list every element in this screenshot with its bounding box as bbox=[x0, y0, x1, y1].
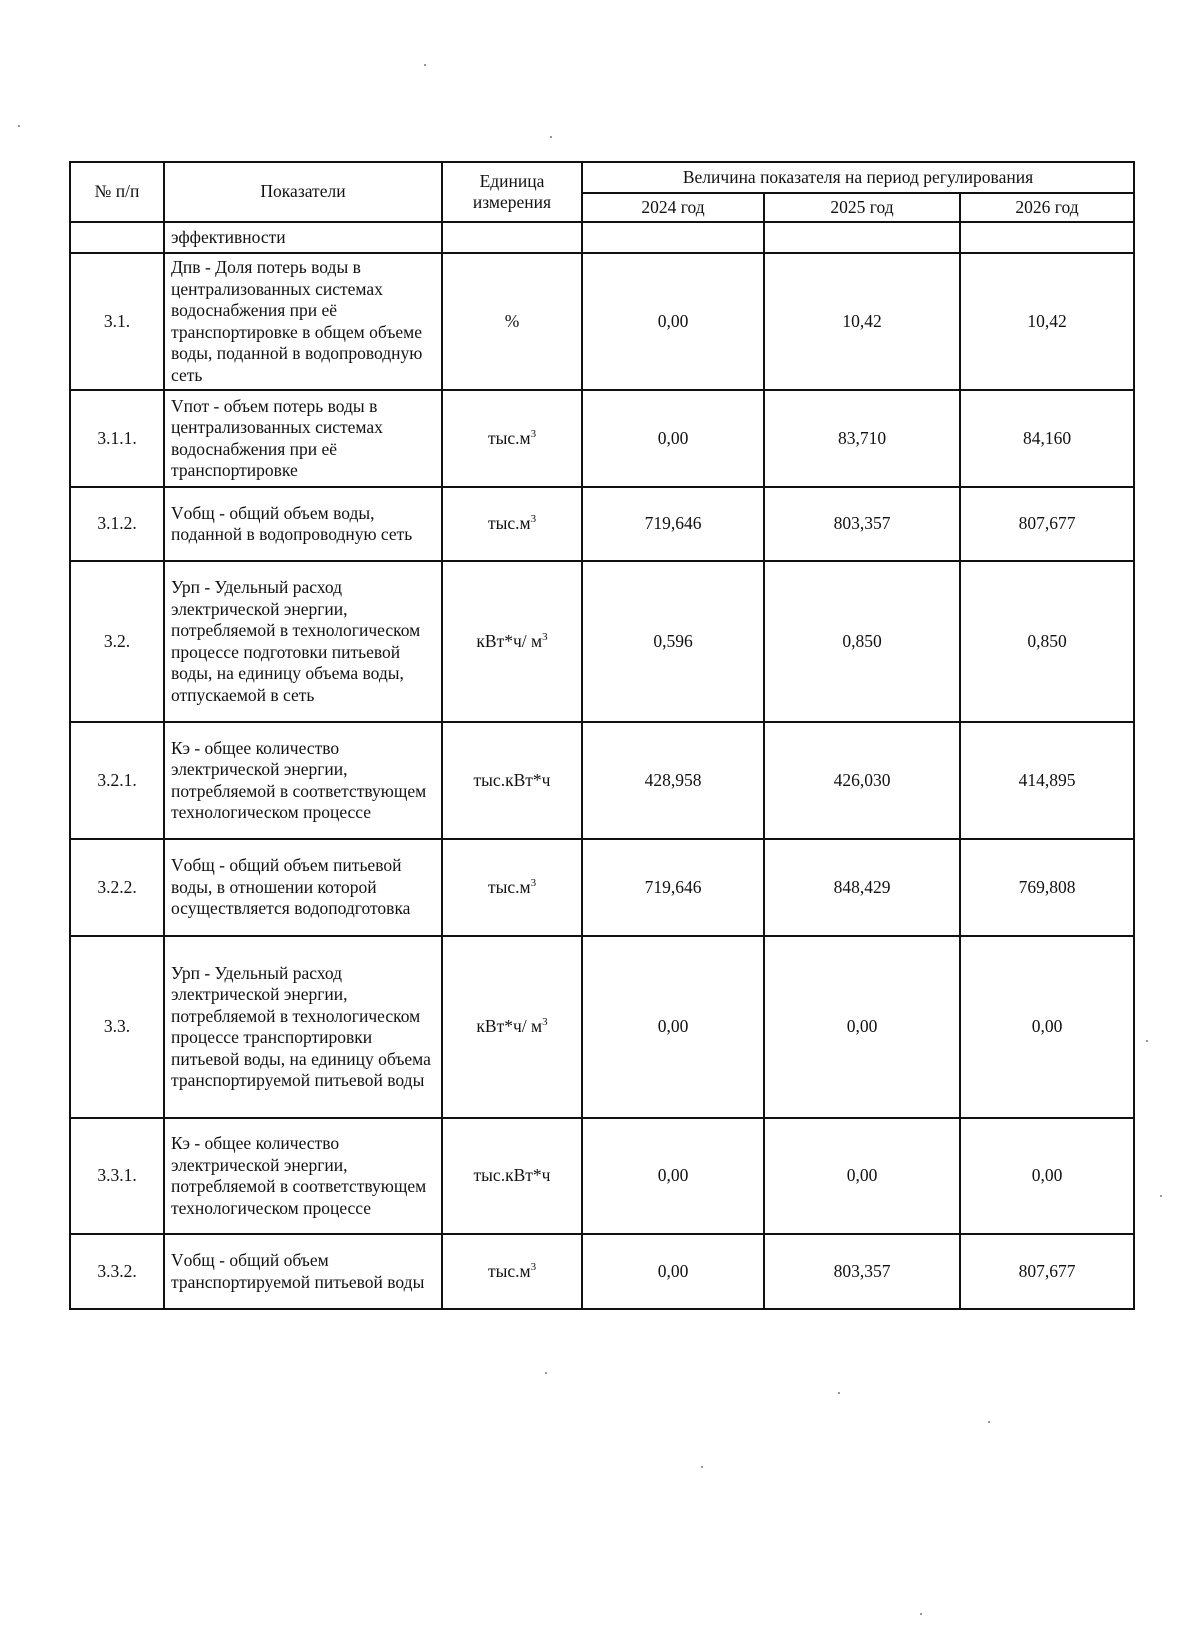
header-year-2025: 2025 год bbox=[764, 193, 960, 222]
value-2025: 803,357 bbox=[764, 1234, 960, 1309]
header-num: № п/п bbox=[70, 162, 164, 222]
value-2024: 0,00 bbox=[582, 1118, 764, 1234]
indicator-name: Vобщ - общий объем воды, поданной в водопроводную сеть bbox=[164, 487, 442, 561]
unit-cell bbox=[442, 1118, 582, 1234]
indicator-name: Дпв - Доля потерь воды в централизованных системах водоснабжения при её транспортировке в общем объеме воды, поданной в водопроводную сеть bbox=[164, 253, 442, 390]
value-2025: 848,429 bbox=[764, 839, 960, 936]
unit-text: тыс.м bbox=[487, 876, 531, 897]
value-2025: 0,850 bbox=[764, 561, 960, 722]
unit-text: тыс.кВт*ч bbox=[473, 1165, 551, 1186]
table-row bbox=[70, 936, 1134, 1118]
header-period: Величина показателя на период регулирования bbox=[582, 162, 1134, 193]
unit-cell bbox=[442, 390, 582, 487]
unit-text: тыс.кВт*ч bbox=[473, 769, 551, 790]
scan-speck bbox=[988, 1421, 990, 1423]
row-number: 3.3. bbox=[70, 936, 164, 1118]
value-2024: 428,958 bbox=[582, 722, 764, 839]
value-2026: 0,00 bbox=[960, 936, 1134, 1118]
unit-cell bbox=[442, 936, 582, 1118]
scan-speck bbox=[838, 1392, 840, 1394]
table-header bbox=[70, 162, 1134, 222]
value-2026: 10,42 bbox=[960, 253, 1134, 390]
table-body bbox=[70, 222, 1134, 1309]
unit-text: кВт*ч/ м bbox=[476, 1016, 543, 1037]
value-2024: 0,00 bbox=[582, 1234, 764, 1309]
value-2026: 769,808 bbox=[960, 839, 1134, 936]
scan-speck bbox=[1160, 1195, 1162, 1197]
scan-speck bbox=[1146, 1040, 1148, 1042]
unit-superscript: 3 bbox=[530, 876, 537, 889]
indicator-name: Vобщ - общий объем транспортируемой питьевой воды bbox=[164, 1234, 442, 1309]
scan-speck bbox=[550, 136, 552, 138]
table-row bbox=[70, 1118, 1134, 1234]
value-2024: 0,596 bbox=[582, 561, 764, 722]
scan-speck bbox=[701, 1466, 703, 1468]
value-2024 bbox=[582, 222, 764, 253]
table-row bbox=[70, 839, 1134, 936]
value-2024: 0,00 bbox=[582, 390, 764, 487]
value-2026: 0,00 bbox=[960, 1118, 1134, 1234]
value-2025 bbox=[764, 222, 960, 253]
indicator-name: Урп - Удельный расход электрической энергии, потребляемой в технологическом процессе транспортировки питьевой воды, на единицу объема транспортируемой питьевой воды bbox=[164, 936, 442, 1118]
unit-superscript: 3 bbox=[542, 1016, 548, 1029]
header-unit-line2: измерения bbox=[472, 192, 552, 212]
scan-speck bbox=[545, 1372, 547, 1374]
unit-text: кВт*ч/ м bbox=[476, 630, 543, 651]
row-number: 3.1.2. bbox=[70, 487, 164, 561]
value-2026: 0,850 bbox=[960, 561, 1134, 722]
value-2026: 84,160 bbox=[960, 390, 1134, 487]
unit-text: тыс.м bbox=[487, 513, 531, 534]
table-row bbox=[70, 1234, 1134, 1309]
value-2024: 0,00 bbox=[582, 936, 764, 1118]
header-year-2026: 2026 год bbox=[960, 193, 1134, 222]
row-number: 3.3.1. bbox=[70, 1118, 164, 1234]
unit-cell bbox=[442, 487, 582, 561]
row-number: 3.2.1. bbox=[70, 722, 164, 839]
indicator-name: эффективности bbox=[164, 222, 442, 253]
row-number: 3.1.1. bbox=[70, 390, 164, 487]
unit-text: % bbox=[504, 310, 520, 331]
table-row bbox=[70, 487, 1134, 561]
table-row bbox=[70, 390, 1134, 487]
row-number: 3.1. bbox=[70, 253, 164, 390]
scan-speck bbox=[424, 64, 426, 66]
header-year-2024: 2024 год bbox=[582, 193, 764, 222]
indicators-table bbox=[69, 161, 1135, 1310]
value-2026 bbox=[960, 222, 1134, 253]
value-2024: 0,00 bbox=[582, 253, 764, 390]
header-name: Показатели bbox=[164, 162, 442, 222]
unit-cell bbox=[442, 222, 582, 253]
unit-superscript: 3 bbox=[530, 513, 537, 526]
table-row bbox=[70, 722, 1134, 839]
value-2026: 807,677 bbox=[960, 487, 1134, 561]
value-2025: 10,42 bbox=[764, 253, 960, 390]
value-2024: 719,646 bbox=[582, 487, 764, 561]
unit-cell bbox=[442, 839, 582, 936]
unit-superscript: 3 bbox=[530, 1260, 537, 1273]
value-2025: 0,00 bbox=[764, 1118, 960, 1234]
header-unit-line1: Единица bbox=[479, 170, 545, 191]
indicator-name: Кэ - общее количество электрической энергии, потребляемой в соответствующем технологическом процессе bbox=[164, 1118, 442, 1234]
value-2025: 0,00 bbox=[764, 936, 960, 1118]
unit-superscript: 3 bbox=[530, 427, 537, 440]
indicator-name: Vпот - объем потерь воды в централизованных системах водоснабжения при её транспортировке bbox=[164, 390, 442, 487]
unit-cell bbox=[442, 1234, 582, 1309]
value-2024: 719,646 bbox=[582, 839, 764, 936]
indicator-name: Vобщ - общий объем питьевой воды, в отношении которой осуществляется водоподготовка bbox=[164, 839, 442, 936]
unit-text: тыс.м bbox=[487, 1260, 531, 1281]
scan-speck bbox=[920, 1613, 922, 1615]
header-unit bbox=[442, 162, 582, 222]
value-2025: 83,710 bbox=[764, 390, 960, 487]
row-number bbox=[70, 222, 164, 253]
indicator-name: Кэ - общее количество электрической энергии, потребляемой в соответствующем технологическом процессе bbox=[164, 722, 442, 839]
unit-superscript: 3 bbox=[542, 630, 548, 643]
row-number: 3.2.2. bbox=[70, 839, 164, 936]
value-2025: 803,357 bbox=[764, 487, 960, 561]
value-2026: 807,677 bbox=[960, 1234, 1134, 1309]
unit-cell bbox=[442, 253, 582, 390]
table-row bbox=[70, 561, 1134, 722]
unit-text: тыс.м bbox=[487, 427, 531, 448]
row-number: 3.2. bbox=[70, 561, 164, 722]
row-number: 3.3.2. bbox=[70, 1234, 164, 1309]
table-row bbox=[70, 253, 1134, 390]
unit-cell bbox=[442, 561, 582, 722]
table-row bbox=[70, 222, 1134, 253]
scan-speck bbox=[18, 125, 20, 127]
value-2025: 426,030 bbox=[764, 722, 960, 839]
value-2026: 414,895 bbox=[960, 722, 1134, 839]
unit-cell bbox=[442, 722, 582, 839]
indicator-name: Урп - Удельный расход электрической энергии, потребляемой в технологическом процессе подготовки питьевой воды, на единицу объема воды, отпускаемой в сеть bbox=[164, 561, 442, 722]
